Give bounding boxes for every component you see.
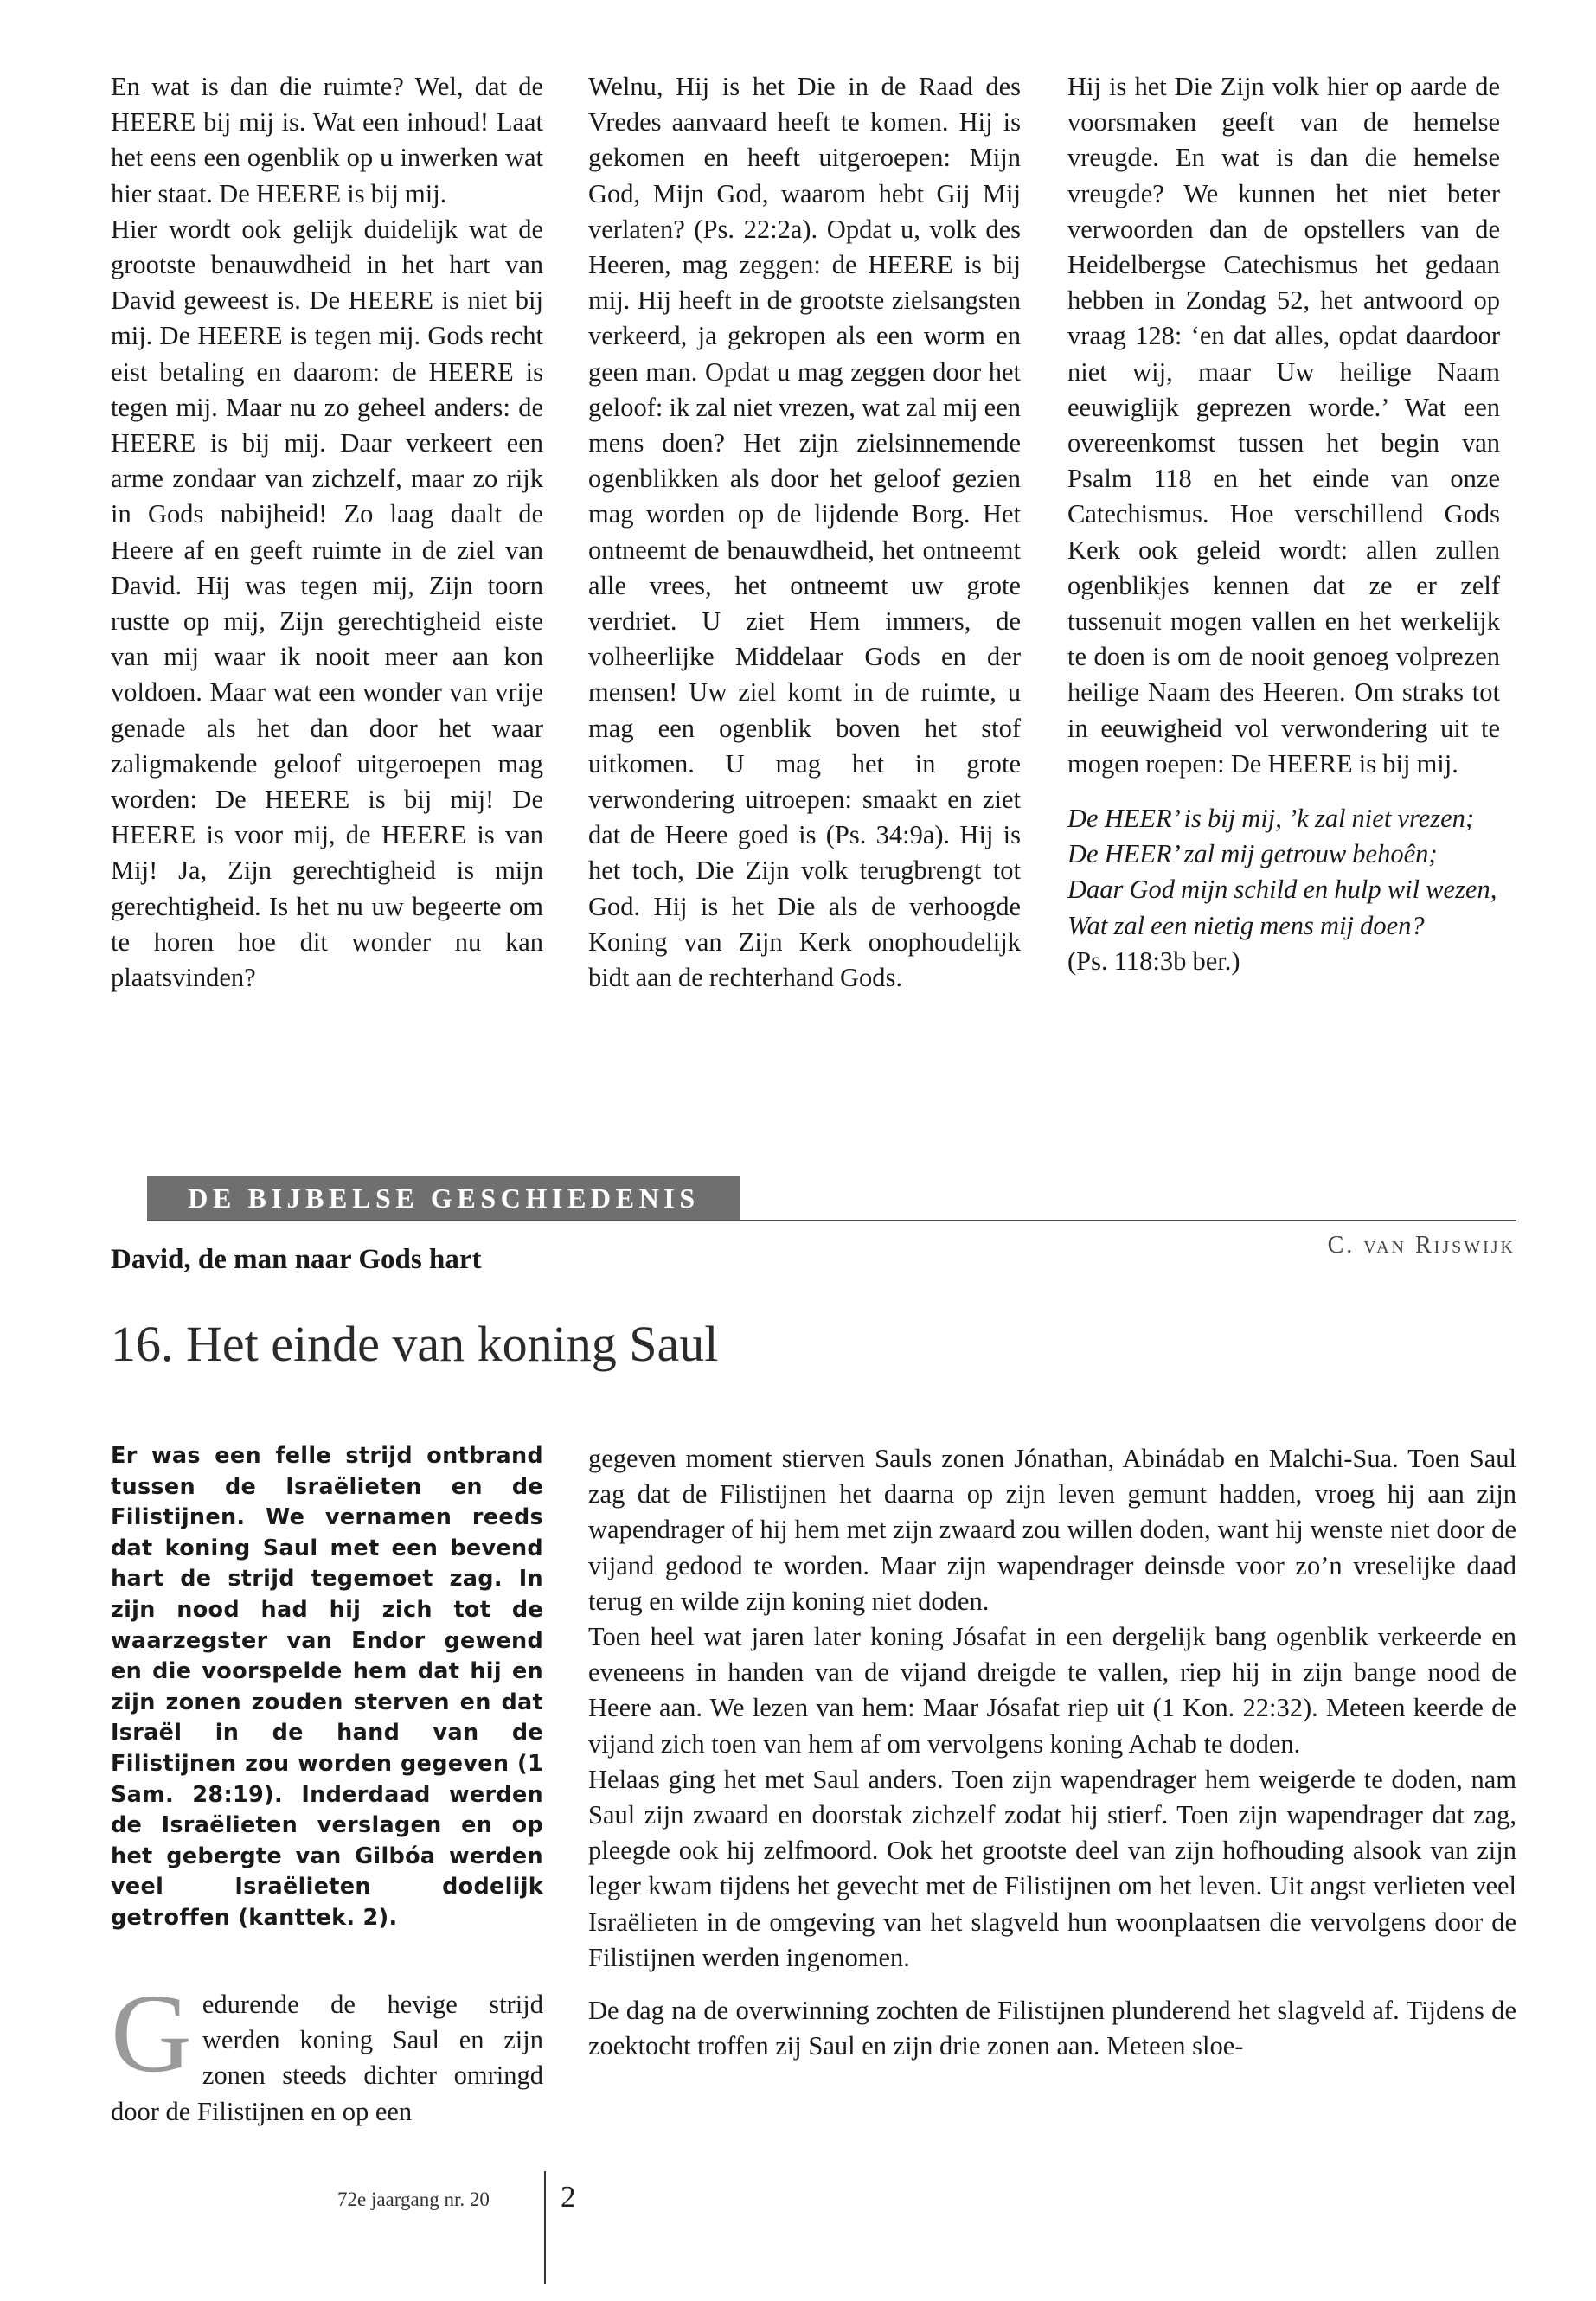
poem-reference: (Ps. 118:3b ber.): [1067, 945, 1240, 976]
paragraph: gegeven moment stierven Sauls zonen Jónathan, Abinádab en Malchi-Sua. Toen Saul zag dat de Filistijnen het daarna op zijn leven gemunt hadden, vroeg hij aan zijn wapendrager of hij hem met zijn zwaard zou willen doden, want hij wenste niet door de vijand gedood te worden. Maar zijn wapendrager deinsde voor zo’n vreselijke daad terug en wilde zijn koning niet doden.: [588, 1444, 1516, 1616]
drop-cap: G: [111, 1971, 192, 2096]
section-banner: DE BIJBELSE GESCHIEDENIS: [147, 1176, 740, 1220]
paragraph: Helaas ging het met Saul anders. Toen zijn wapendrager hem weigerde te doden, nam Saul zijn zwaard en doorstak zichzelf zodat hij stierf. Toen zijn wapendrager dat zag, pleegde ook hij zelfmoord. Ook het grootste deel van zijn hofhouding alsook van zijn leger kwam tijdens het gevecht met de Filistijnen om het leven. Uit angst verlieten veel Israëlieten in de omgeving van het slagveld hun woonplaatsen die vervolgens door de Filistijnen werden ingenomen.: [588, 1764, 1516, 1972]
author-name: C. van Rijswijk: [1327, 1232, 1516, 1259]
footer-divider: [544, 2171, 546, 2284]
poem-line: Wat zal een nietig mens mij doen?: [1067, 910, 1425, 940]
paragraph: Welnu, Hij is het Die in de Raad des Vredes aanvaard heeft te komen. Hij is gekomen en heeft uitgeroepen: Mijn God, Mijn God, waarom hebt Gij Mij verlaten? (Ps. 22:2a). Opdat u, volk des Heeren, mag zeggen: de HEERE is bij mij. Hij heeft in de grootste zielsangsten verkeerd, ja gekropen als een worm en geen man. Opdat u mag zeggen door het geloof: ik zal niet vrezen, wat zal mij een mens doen? Het zijn zielsinnemende ogenblikken als door het geloof gezien mag worden op de lijdende Borg. Het ontneemt de benauwdheid, het ontneemt alle vrees, het ontneemt uw grote verdriet. U ziet Hem immers, de volheerlijke Middelaar Gods en der mensen! Uw ziel komt in de ruimte, u mag een ogenblik boven het stof uitkomen. U mag het in grote verwondering uitroepen: smaakt en ziet dat de Heere goed is (Ps. 34:9a). Hij is het toch, Die Zijn volk terugbrengt tot God. Hij is het Die als de verhoogde Koning van Zijn Kerk onophoudelijk bidt aan de rechterhand Gods.: [588, 72, 1021, 993]
paragraph: Hier wordt ook gelijk duidelijk wat de grootste benauwdheid in het hart van David geweest is. De HEERE is niet bij mij. De HEERE is tegen mij. Gods recht eist betaling en daarom: de HEERE is tegen mij. Maar nu zo geheel anders: de HEERE is bij mij. Daar verkeert een arme zondaar van zichzelf, maar zo rijk in Gods nabijheid! Zo laag daalt de Heere af en geeft ruimte in de ziel van David. Hij was tegen mij, Zijn toorn rustte op mij, Zijn gerechtigheid eiste van mij waar ik nooit meer aan kon voldoen. Maar wat een wonder van vrije genade als het dan door het waar zaligmakende geloof uitgeroepen mag worden: De HEERE is bij mij! De HEERE is voor mij, de HEERE is van Mij! Ja, Zijn gerechtigheid is mijn gerechtigheid. Is het nu uw begeerte om te horen hoe dit wonder nu kan plaatsvinden?: [111, 214, 543, 993]
paragraph: Hij is het Die Zijn volk hier op aarde de voorsmaken geeft van de hemelse vreugde. En wat is dan die hemelse vreugde? We kunnen het niet beter verwoorden dan de opstellers van de Heidelbergse Catechismus het gedaan hebben in Zondag 52, het antwoord op vraag 128: ‘en dat alles, opdat daardoor niet wij, maar Uw heilige Naam eeuwiglijk geprezen worde.’ Wat een overeenkomst tussen het begin van Psalm 118 en het einde van onze Catechismus. Hoe verschillend Gods Kerk ook geleid wordt: allen zullen ogenblikjes kennen dat ze er zelf tussenuit mogen vallen en het werkelijk te doen is om de nooit genoeg volprezen heilige Naam des Heeren. Om straks tot in eeuwigheid vol verwondering uit te mogen roepen: De HEERE is bij mij.: [1067, 72, 1500, 779]
lead-paragraph: [111, 1441, 543, 1934]
issue-info: 72e jaargang nr. 20: [337, 2189, 490, 2210]
body-start: [111, 1971, 543, 2130]
main-column: [588, 1441, 1516, 2064]
body-start-text: edurende de hevige strijd werden koning Saul en zijn zonen steeds dichter omringd door de Filistijnen en op een: [111, 1990, 543, 2126]
paragraph: De dag na de overwinning zochten de Filistijnen plunderend het slagveld af. Tijdens de zoektocht troffen zij Saul en zijn drie zonen aan. Meteen sloe-: [588, 1996, 1516, 2061]
page-number: 2: [561, 2180, 576, 2214]
poem-line: Daar God mijn schild en hulp wil wezen,: [1067, 875, 1497, 905]
paragraph: Toen heel wat jaren later koning Jósafat in een dergelijk bang ogenblik verkeerde en eveneens in handen van de vijand dreigde te vallen, riep hij in zijn bange nood de Heere aan. We lezen van hem: Maar Jósafat riep uit (1 Kon. 22:32). Meteen keerde de vijand zich toen van hem af om vervolgens koning Achab te doden.: [588, 1622, 1516, 1759]
series-subtitle: David, de man naar Gods hart: [111, 1244, 482, 1275]
poem-line: De HEER’ is bij mij, ’k zal niet vrezen;: [1067, 804, 1475, 834]
column-3: [1067, 69, 1500, 979]
poem-line: De HEER’ zal mij getrouw behoên;: [1067, 839, 1438, 869]
article-title: 16. Het einde van koning Saul: [111, 1316, 719, 1372]
column-1: [111, 69, 543, 996]
poem-quote: [1067, 801, 1500, 979]
lead-text: Er was een felle strijd ontbrand tussen de Israëlieten en de Filistijnen. We vernamen reeds dat koning Saul met een bevend hart de strijd tegemoet zag. In zijn nood had hij zich tot de waarzegster van Endor gewend en die voorspelde hem dat hij en zijn zonen zouden sterven en dat Israël in de hand van de Filistijnen zou worden gegeven (1 Sam. 28:19). Inderdaad werden de Israëlieten verslagen en op het gebergte van Gilbóa werden veel Israëlieten dodelijk getroffen (kanttek. 2).: [111, 1443, 543, 1931]
section-rule: [147, 1220, 1516, 1221]
paragraph: En wat is dan die ruimte? Wel, dat de HEERE bij mij is. Wat een inhoud! Laat het eens een ogenblik op u inwerken wat hier staat. De HEERE is bij mij.: [111, 72, 543, 208]
column-2: [588, 69, 1021, 996]
